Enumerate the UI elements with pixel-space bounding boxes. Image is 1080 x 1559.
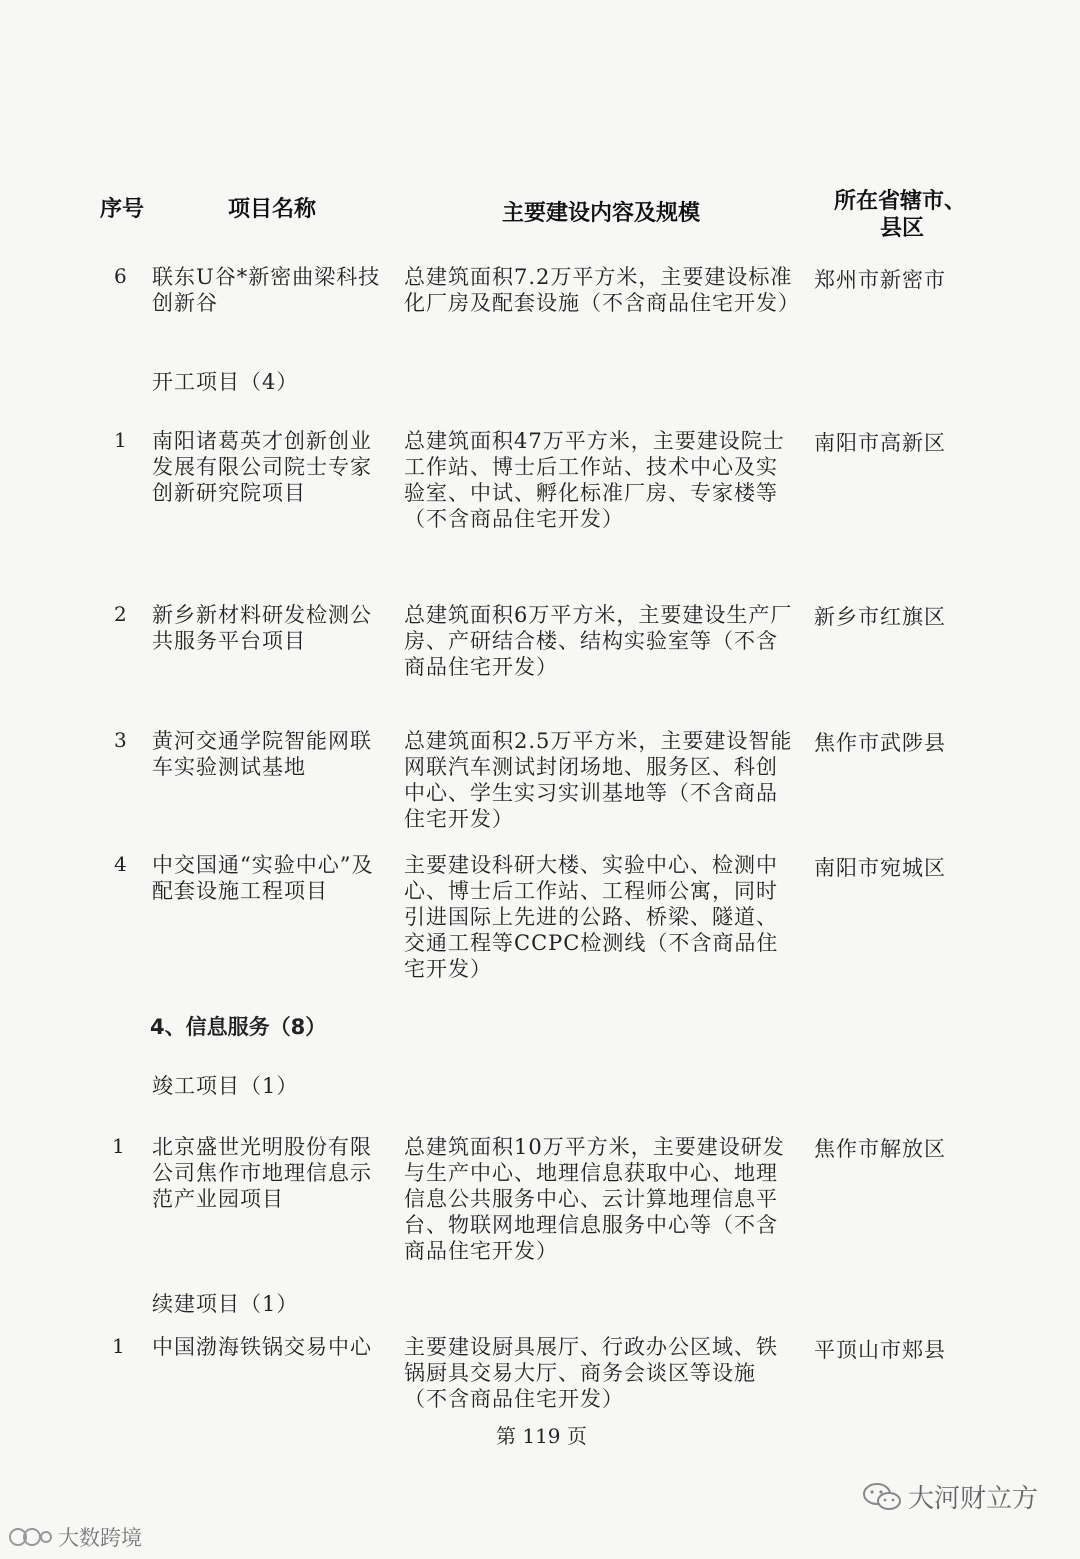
project-location: 新乡市红旗区 [814, 605, 946, 629]
project-content: 总建筑面积10万平方米，主要建设研发与生产中心、地理信息获取中心、地理信息公共服务中心、云计算地理信息平台、物联网地理信息服务中心等（不含商品住宅开发） [404, 1135, 785, 1263]
watermark-logo-icon [8, 1523, 52, 1551]
row-number: 4 [114, 852, 127, 876]
watermark-left [8, 1522, 142, 1552]
section-continued: 续建项目（1） [152, 1292, 299, 1316]
row-number: 6 [114, 264, 127, 288]
row-number: 2 [114, 602, 127, 626]
wechat-icon [862, 1481, 902, 1513]
row-number: 3 [114, 728, 127, 752]
page-number: 第 119 页 [496, 1424, 587, 1448]
project-name: 黄河交通学院智能网联车实验测试基地 [152, 729, 372, 779]
project-location: 郑州市新密市 [814, 268, 946, 292]
category-info-services: 4、信息服务（8） [150, 1015, 327, 1039]
row-number: 1 [112, 1334, 125, 1358]
project-name: 联东U谷*新密曲梁科技创新谷 [152, 265, 381, 315]
project-content: 总建筑面积6万平方米，主要建设生产厂房、产研结合楼、结构实验室等（不含商品住宅开发） [404, 603, 793, 679]
header-content: 主要建设内容及规模 [502, 201, 701, 226]
section-completed: 竣工项目（1） [152, 1074, 299, 1098]
project-content: 主要建设厨具展厅、行政办公区域、铁锅厨具交易大厅、商务会谈区等设施（不含商品住宅开发） [404, 1335, 778, 1411]
project-name: 新乡新材料研发检测公共服务平台项目 [152, 603, 372, 653]
section-start-work: 开工项目（4） [152, 370, 299, 394]
header-seq: 序号 [100, 197, 145, 222]
project-content: 总建筑面积7.2万平方米，主要建设标准化厂房及配套设施（不含商品住宅开发） [404, 265, 800, 315]
header-location-line2: 县区 [880, 216, 925, 241]
row-number: 1 [112, 1134, 125, 1158]
project-content: 总建筑面积2.5万平方米，主要建设智能网联汽车测试封闭场地、服务区、科创中心、学生实习实训基地等（不含商品住宅开发） [404, 729, 793, 831]
project-name: 南阳诸葛英才创新创业发展有限公司院士专家创新研究院项目 [152, 429, 372, 505]
project-content: 总建筑面积47万平方米，主要建设院士工作站、博士后工作站、技术中心及实验室、中试、孵化标准厂房、专家楼等（不含商品住宅开发） [404, 429, 785, 531]
row-number: 1 [114, 428, 127, 452]
watermark-right [862, 1478, 1038, 1515]
project-name: 中交国通“实验中心”及配套设施工程项目 [152, 853, 374, 903]
project-location: 南阳市宛城区 [814, 856, 946, 880]
project-location: 焦作市武陟县 [814, 731, 946, 755]
project-name: 中国渤海铁锅交易中心 [152, 1335, 372, 1359]
project-location: 南阳市高新区 [814, 431, 946, 455]
project-location: 平顶山市郏县 [814, 1338, 946, 1362]
project-content: 主要建设科研大楼、实验中心、检测中心、博士后工作站、工程师公寓，同时引进国际上先进的公路、桥梁、隧道、交通工程等CCPC检测线（不含商品住宅开发） [404, 853, 779, 981]
project-name: 北京盛世光明股份有限公司焦作市地理信息示范产业园项目 [152, 1135, 372, 1211]
header-name: 项目名称 [228, 197, 317, 222]
watermark-left-text: 大数跨境 [58, 1526, 142, 1550]
project-location: 焦作市解放区 [814, 1137, 946, 1161]
header-location-line1: 所在省辖市、 [834, 189, 967, 214]
watermark-right-text: 大河财立方 [908, 1484, 1039, 1514]
